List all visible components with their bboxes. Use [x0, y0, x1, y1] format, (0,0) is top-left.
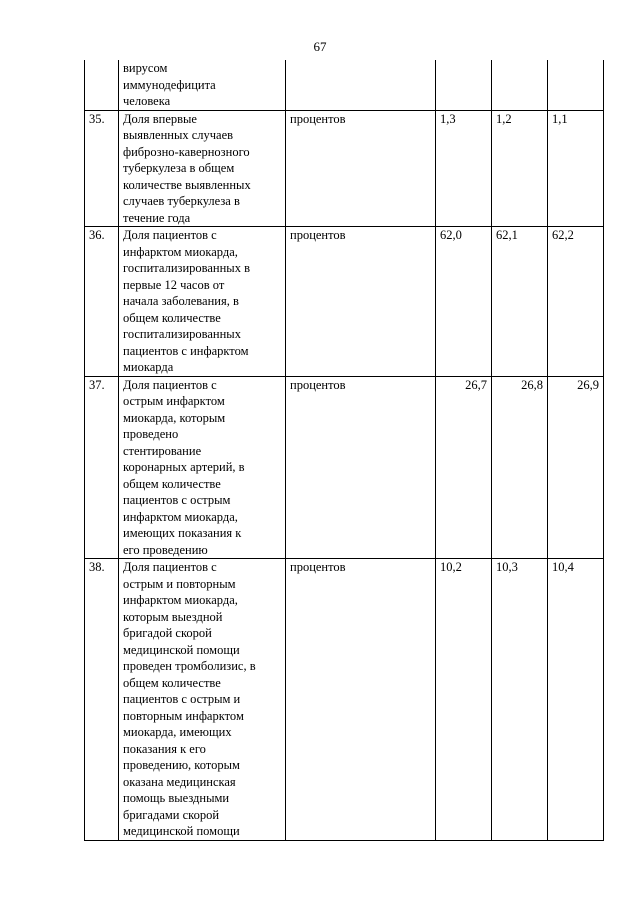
value-cell: 1,3	[436, 110, 492, 227]
indicator-name-line: оказана медицинская	[123, 774, 236, 789]
indicator-name-line: которым выездной	[123, 609, 223, 624]
table-row	[85, 110, 604, 227]
indicator-name-line: пациентов с острым и	[123, 692, 241, 706]
indicator-name-line: начала заболевания, в	[123, 294, 239, 308]
page-number: 67	[313, 39, 327, 54]
indicator-name-line: медицинской помощи	[123, 642, 240, 657]
indicator-name-line: стентирование	[123, 443, 202, 458]
indicator-name-line: иммунодефицита	[123, 77, 216, 92]
indicator-name-line: туберкулеза в общем	[123, 161, 235, 175]
indicator-name-line: проведен тромболизис, в	[123, 659, 256, 673]
indicator-name-line: инфарктом миокарда,	[123, 509, 238, 524]
indicator-name-cell	[119, 376, 286, 559]
value-cell: 10,3	[492, 559, 548, 841]
indicator-name-line: медицинской помощи	[123, 824, 240, 838]
value-cell: 1,1	[548, 110, 604, 227]
indicator-name-line: госпитализированных	[123, 327, 241, 341]
indicator-name-line: бригадами скорой	[123, 807, 220, 822]
indicator-name-line: показания к его	[123, 741, 206, 756]
indicator-name-line: проведению, которым	[123, 758, 240, 772]
indicator-name-line: Доля пациентов с	[123, 377, 217, 392]
table-row	[85, 227, 604, 377]
indicator-name-line: повторным инфарктом	[123, 708, 244, 723]
indicator-name-line: проведено	[123, 427, 179, 441]
indicator-name-line: имеющих показания к	[123, 526, 242, 540]
value-cell: 26,8	[492, 376, 548, 559]
indicator-name-line: Доля пациентов с	[123, 228, 217, 242]
value-cell: 62,1	[492, 227, 548, 377]
indicator-name-line: бригадой скорой	[123, 626, 212, 640]
row-number-cell	[85, 60, 119, 110]
indicator-name-line: помощь выездными	[123, 791, 230, 805]
indicator-name-line: первые 12 часов от	[123, 277, 225, 292]
unit-cell	[286, 60, 436, 110]
indicator-name-line: пациентов с инфарктом	[123, 343, 249, 358]
indicator-name-line: общем количестве	[123, 476, 221, 491]
indicator-name-line: пациентов с острым	[123, 493, 231, 507]
indicator-name-cell	[119, 227, 286, 377]
row-number-cell: 37.	[85, 376, 119, 559]
indicator-name-line: выявленных случаев	[123, 128, 234, 142]
indicator-name-line: миокарда	[123, 360, 174, 374]
indicators-table	[84, 60, 604, 841]
value-cell: 62,0	[436, 227, 492, 377]
indicator-name-line: вирусом	[123, 61, 168, 75]
indicator-name-cell	[119, 559, 286, 841]
indicator-name-line: его проведению	[123, 542, 208, 557]
indicator-name-line: острым и повторным	[123, 576, 236, 591]
row-number-cell: 35.	[85, 110, 119, 227]
value-cell	[492, 60, 548, 110]
value-cell: 62,2	[548, 227, 604, 377]
value-cell: 26,7	[436, 376, 492, 559]
table-row	[85, 559, 604, 841]
value-cell: 1,2	[492, 110, 548, 227]
value-cell	[548, 60, 604, 110]
indicator-name-line: госпитализированных в	[123, 261, 250, 275]
value-cell	[436, 60, 492, 110]
table-row-continuation	[85, 60, 604, 110]
indicator-name-cell	[119, 110, 286, 227]
indicator-name-line: миокарда, которым	[123, 410, 226, 425]
indicator-name-line: фиброзно-кавернозного	[123, 144, 250, 159]
value-cell: 26,9	[548, 376, 604, 559]
indicator-name-line: течение года	[123, 210, 191, 225]
unit-cell: процентов	[286, 559, 436, 841]
indicator-name-cell	[119, 60, 286, 110]
row-number-cell: 38.	[85, 559, 119, 841]
value-cell: 10,4	[548, 559, 604, 841]
unit-cell: процентов	[286, 110, 436, 227]
indicator-name-line: Доля пациентов с	[123, 560, 217, 574]
table-row	[85, 376, 604, 559]
value-cell: 10,2	[436, 559, 492, 841]
unit-cell: процентов	[286, 376, 436, 559]
indicator-name-line: общем количестве	[123, 675, 221, 690]
indicator-name-line: количестве выявленных	[123, 177, 251, 192]
indicator-name-line: инфарктом миокарда,	[123, 244, 238, 259]
unit-cell: процентов	[286, 227, 436, 377]
indicator-name-line: острым инфарктом	[123, 394, 225, 408]
indicator-name-line: случаев туберкулеза в	[123, 194, 240, 208]
indicator-name-line: общем количестве	[123, 310, 221, 325]
row-number-cell: 36.	[85, 227, 119, 377]
indicator-name-line: коронарных артерий, в	[123, 460, 245, 474]
indicator-name-line: человека	[123, 94, 171, 108]
indicator-name-line: Доля впервые	[123, 111, 197, 126]
indicator-name-line: миокарда, имеющих	[123, 725, 232, 739]
indicator-name-line: инфарктом миокарда,	[123, 593, 238, 607]
